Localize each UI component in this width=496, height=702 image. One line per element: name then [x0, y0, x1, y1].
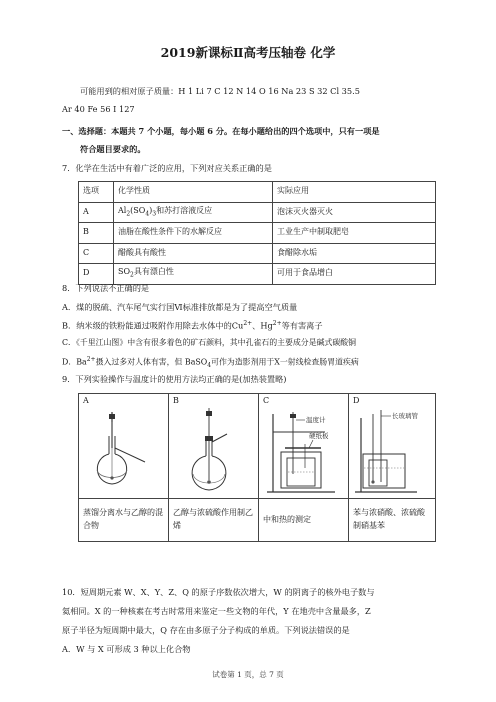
q7-row-d-option: D — [79, 264, 114, 285]
q7-row-a-property: $Al_2(SO_4)_3$和苏打溶液反应 — [114, 202, 273, 223]
q7-header-application: 实际应用 — [273, 182, 436, 203]
q9-figure-row — [79, 394, 436, 499]
q9-c-label-cardboard: 硬纸板 — [309, 432, 329, 440]
q9-d-label-long-tube: 长玻璃管 — [392, 412, 418, 420]
q7-row-d-property: $SO_2$具有漂白性 — [114, 264, 273, 285]
atomic-masses-line-1: 可能用到的相对原子质量：H 1 Li 7 C 12 N 14 O 16 Na 23 S 32 Cl 35.5 — [80, 86, 360, 96]
q8-option-d: D．$Ba^{2+}$摄入过多对人体有害，但 BaSO$_4$可作为造影剂用于X一射线检查肠胃道疾病 — [62, 356, 359, 370]
q8-option-c: C．《千里江山图》中含有很多着色的矿石颜料，其中孔雀石的主要成分是碱式碳酸铜 — [62, 338, 357, 347]
q7-table — [78, 181, 436, 285]
q9-letter-c: C — [263, 396, 270, 405]
table-row — [79, 264, 436, 285]
page-title: 2019新课标Ⅱ高考压轴卷 化学 — [160, 45, 336, 60]
table-row — [79, 223, 436, 244]
q7-row-b-option: B — [79, 223, 114, 244]
q8-option-b: B．纳米级的铁粉能通过吸附作用除去水体中的$Cu^{2+}$、$Hg^{2+}$等有害离子 — [62, 320, 323, 331]
q7-row-a-option: A — [79, 202, 114, 223]
q9-cell-c — [259, 394, 349, 499]
q9-letter-b: B — [173, 396, 179, 405]
q7-table-header — [79, 182, 436, 203]
q7-row-c-option: C — [79, 243, 114, 264]
q7-row-b-property: 油脂在酸性条件下的水解反应 — [114, 223, 273, 244]
section-heading-line-2: 符合题目要求的。 — [80, 144, 146, 154]
q10-line-1: 10．短周期元素 W、X、Y、Z、Q 的原子序数依次增大，W 的阴离子的核外电子数与 — [62, 587, 375, 597]
atomic-masses-line-2: Ar 40 Fe 56 I 127 — [62, 104, 135, 114]
q7-row-b-application: 工业生产中制取肥皂 — [273, 223, 436, 244]
q7-stem: 7．化学在生活中有着广泛的应用，下列对应关系正确的是 — [62, 163, 272, 173]
q7-row-d-application: 可用于食品增白 — [273, 264, 436, 285]
q9-letter-d: D — [353, 396, 360, 405]
q9-cell-b — [169, 394, 259, 499]
ethylene-flask-figure — [175, 408, 245, 494]
q9-caption-c: 中和热的测定 — [259, 499, 349, 542]
page-footer: 试卷第 1 页，总 7 页 — [212, 670, 284, 679]
table-row — [79, 243, 436, 264]
q9-letter-a: A — [83, 396, 89, 405]
q7-header-property: 化学性质 — [114, 182, 273, 203]
nitrobenzene-figure — [355, 408, 441, 494]
q7-row-c-application: 食醋除水垢 — [273, 243, 436, 264]
q7-header-option: 选项 — [79, 182, 114, 203]
q7-row-a-application: 泡沫灭火器灭火 — [273, 202, 436, 223]
q9-caption-d: 苯与浓硝酸、浓硫酸制硝基苯 — [349, 499, 436, 542]
section-heading-line-1: 一、选择题：本题共 7 个小题，每小题 6 分。在每小题给出的四个选项中，只有一项是 — [62, 126, 380, 136]
q10-line-2: 氦相同。X 的一种核素在考古时常用来鉴定一些文物的年代，Y 在地壳中含量最多，Z — [62, 606, 371, 616]
neutralization-heat-figure — [265, 408, 345, 494]
q8-stem: 8．下列说法不正确的是 — [62, 283, 150, 293]
q9-caption-b: 乙醇与浓硫酸作用制乙烯 — [169, 499, 259, 542]
q10-option-a: A．W 与 X 可形成 3 种以上化合物 — [62, 644, 191, 654]
q9-stem: 9．下列实验操作与温度计的使用方法均正确的是(加热装置略) — [62, 374, 287, 384]
q8-option-a: A．煤的脱硫、汽车尾气实行国Ⅵ标准排放都是为了提高空气质量 — [62, 302, 298, 312]
q10-line-3: 原子半径为短周期中最大，Q 存在由多原子分子构成的单质。下列说法错误的是 — [62, 625, 350, 635]
table-row — [79, 202, 436, 223]
q9-caption-row — [79, 499, 436, 542]
distillation-flask-figure — [85, 408, 155, 494]
q9-c-label-thermometer: 温度计 — [306, 416, 326, 424]
q9-caption-a: 蒸馏分离水与乙醇的混合物 — [79, 499, 169, 542]
q7-row-c-property: 醋酸具有酸性 — [114, 243, 273, 264]
q9-cell-a — [79, 394, 169, 499]
q9-cell-d — [349, 394, 436, 499]
q9-table — [78, 393, 436, 542]
